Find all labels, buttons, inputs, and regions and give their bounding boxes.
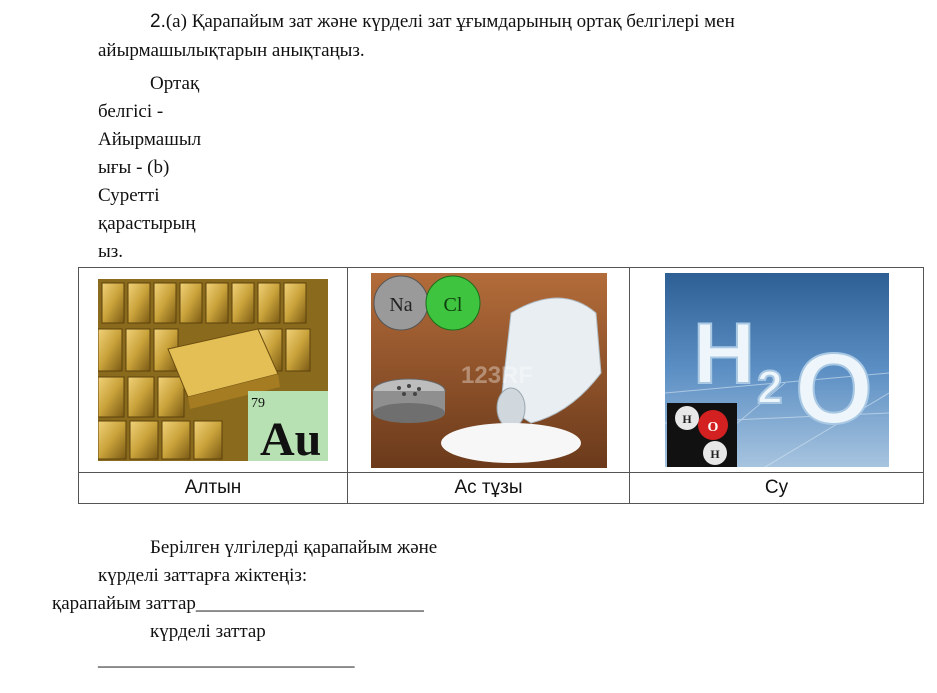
ice-water-image (665, 273, 889, 467)
task-part-a-line1: (a) Қарапайым зат және күрделі зат ұғымдарының ортақ белгілері мен (165, 11, 735, 32)
gold-cell (79, 268, 348, 473)
narrow-text-block (98, 70, 220, 266)
water-cell (630, 268, 924, 473)
narrow-line: Айырмашыл (98, 129, 202, 150)
complex-substances-blank[interactable]: ___________________________ (98, 649, 355, 670)
complex-substances-label: күрделі заттар (150, 621, 266, 642)
atomic-number: 79 (251, 396, 265, 411)
narrow-line: ыз. (98, 241, 124, 262)
simple-substances-label: қарапайым заттар (52, 593, 196, 614)
narrow-line: ығы - (b) (98, 157, 170, 178)
watermark-text: 123RF (460, 361, 533, 389)
molecule-h2: H (709, 447, 720, 461)
label-salt: Ас тұзы (348, 473, 630, 504)
molecule-o: O (707, 420, 718, 435)
simple-substances-row (52, 592, 424, 616)
task-part-a-line2: айырмашылықтарын анықтаңыз. (98, 40, 365, 61)
task-heading (150, 10, 735, 34)
formula-h: H (692, 306, 755, 402)
salt-cell (348, 268, 630, 473)
element-symbol-au: Au (260, 413, 322, 461)
label-gold: Алтын (79, 473, 348, 504)
narrow-line: Ортақ (150, 73, 200, 94)
narrow-line: белгісі - (98, 101, 164, 122)
symbol-na: Na (388, 293, 413, 316)
task-b-line1: Берілген үлгілерді қарапайым және (150, 537, 438, 558)
simple-substances-blank[interactable]: ________________________ (195, 593, 424, 614)
narrow-line: қарастырың (98, 213, 196, 234)
symbol-cl: Cl (443, 293, 462, 316)
gold-bars-image (98, 279, 328, 461)
formula-o: O (794, 333, 873, 445)
narrow-line: Суретті (98, 185, 160, 206)
substances-table (78, 267, 924, 504)
task-number: 2. (150, 11, 166, 32)
task-b-line2: күрделі заттарға жіктеңіз: (98, 565, 308, 586)
formula-2: 2 (756, 361, 783, 413)
label-water: Су (630, 473, 924, 504)
salt-shaker-image (371, 273, 607, 468)
molecule-h1: H (681, 412, 692, 426)
